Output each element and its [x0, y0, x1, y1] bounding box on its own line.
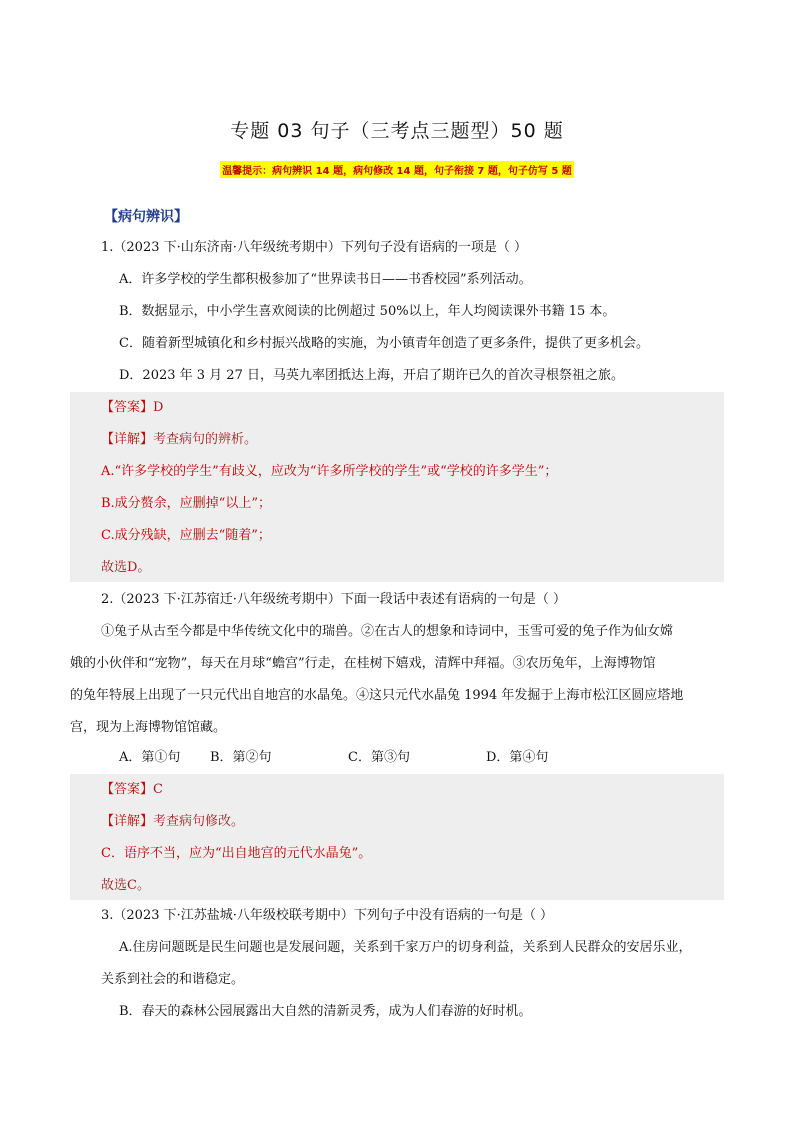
q3-option-b: B．春天的森林公园展露出大自然的清新灵秀，成为人们春游的好时机。: [119, 1004, 532, 1019]
q1-answer-value: D: [153, 400, 164, 415]
q1-answer: [101, 398, 163, 418]
q1-detail-text: 考查病句的辨析。: [153, 432, 258, 447]
q2-detail-text: 考查病句修改。: [153, 814, 245, 829]
q2-detail-label: 【详解】: [101, 814, 154, 829]
q2-answer-label: 【答案】: [101, 782, 154, 797]
q1-detail-label: 【详解】: [101, 432, 154, 447]
q1-explanation-b: B.成分赘余，应删掉“以上”；: [101, 496, 271, 511]
q2-option-d: D．第④句: [486, 750, 549, 765]
tip-wrapper: [0, 159, 794, 178]
q2-conclusion: 故选C。: [101, 878, 150, 893]
q2-detail: [101, 812, 244, 832]
section-heading: 【病句辨识】: [104, 209, 188, 225]
tip-banner: 温馨提示：病句辨识 14 题，病句修改 14 题，句子衔接 7 题，句子仿写 5 题: [220, 161, 574, 178]
q2-passage-line-1: ①兔子从古至今都是中华传统文化中的瑞兽。②在古人的想象和诗词中，玉雪可爱的兔子作为仙女嫦: [101, 624, 674, 639]
q1-option-a: A．许多学校的学生都积极参加了“世界读书日——书香校园”系列活动。: [119, 272, 532, 287]
q1-option-d: D．2023 年 3 月 27 日，马英九率团抵达上海，开启了期许已久的首次寻根祭祖之旅。: [119, 368, 624, 383]
q3-option-a-line-1: A.住房问题既是民生问题也是发展问题，关系到千家万户的切身利益，关系到人民群众的安居乐业，: [119, 940, 692, 955]
q2-answer-value: C: [153, 782, 163, 797]
q2-answer: [101, 780, 163, 800]
q1-detail: [101, 430, 257, 450]
q1-option-b: B．数据显示，中小学生喜欢阅读的比例超过 50%以上，年人均阅读课外书籍 15 本。: [119, 304, 616, 319]
q1-explanation-c: C.成分残缺，应删去“随着”；: [101, 528, 271, 543]
q1-conclusion: 故选D。: [101, 560, 151, 575]
q1-explanation-a: A.“许多学校的学生”有歧义，应改为“许多所学校的学生”或“学校的许多学生”；: [101, 464, 558, 479]
q2-option-a: A．第①句: [119, 750, 181, 765]
q2-answer-block: [70, 774, 724, 900]
q1-answer-block: [70, 392, 724, 582]
q3-option-a-line-2: 关系到社会的和谐稳定。: [101, 972, 245, 987]
q2-explanation-c: C．语序不当，应为“出自地宫的元代水晶兔”。: [101, 846, 372, 861]
q2-option-c: C．第③句: [348, 750, 410, 765]
q2-passage-line-4: 宫，现为上海博物馆馆藏。: [70, 720, 227, 735]
q1-answer-label: 【答案】: [101, 400, 154, 415]
q2-passage-line-3: 的兔年特展上出现了一只元代出自地宫的水晶兔。④这只元代水晶兔 1994 年发掘于上海市松江区圆应塔地: [70, 688, 684, 703]
q2-stem: 2.（2023 下·江苏宿迁·八年级统考期中）下面一段话中表述有语病的一句是（ ）: [101, 592, 567, 607]
q3-stem: 3.（2023 下·江苏盐城·八年级校联考期中）下列句子中没有语病的一句是（ ）: [101, 908, 554, 923]
page-title: 专题 03 句子（三考点三题型）50 题: [230, 120, 564, 142]
q1-option-c: C．随着新型城镇化和乡村振兴战略的实施，为小镇青年创造了更多条件，提供了更多机会。: [119, 336, 649, 351]
q2-option-b: B．第②句: [210, 750, 272, 765]
q1-stem: 1.（2023 下·山东济南·八年级统考期中）下列句子没有语病的一项是（ ）: [101, 240, 528, 255]
q2-passage-line-2: 娥的小伙伴和“宠物”，每天在月球“蟾宫”行走，在桂树下嬉戏，清辉中拜福。③农历兔年，上海博物馆: [70, 656, 656, 671]
